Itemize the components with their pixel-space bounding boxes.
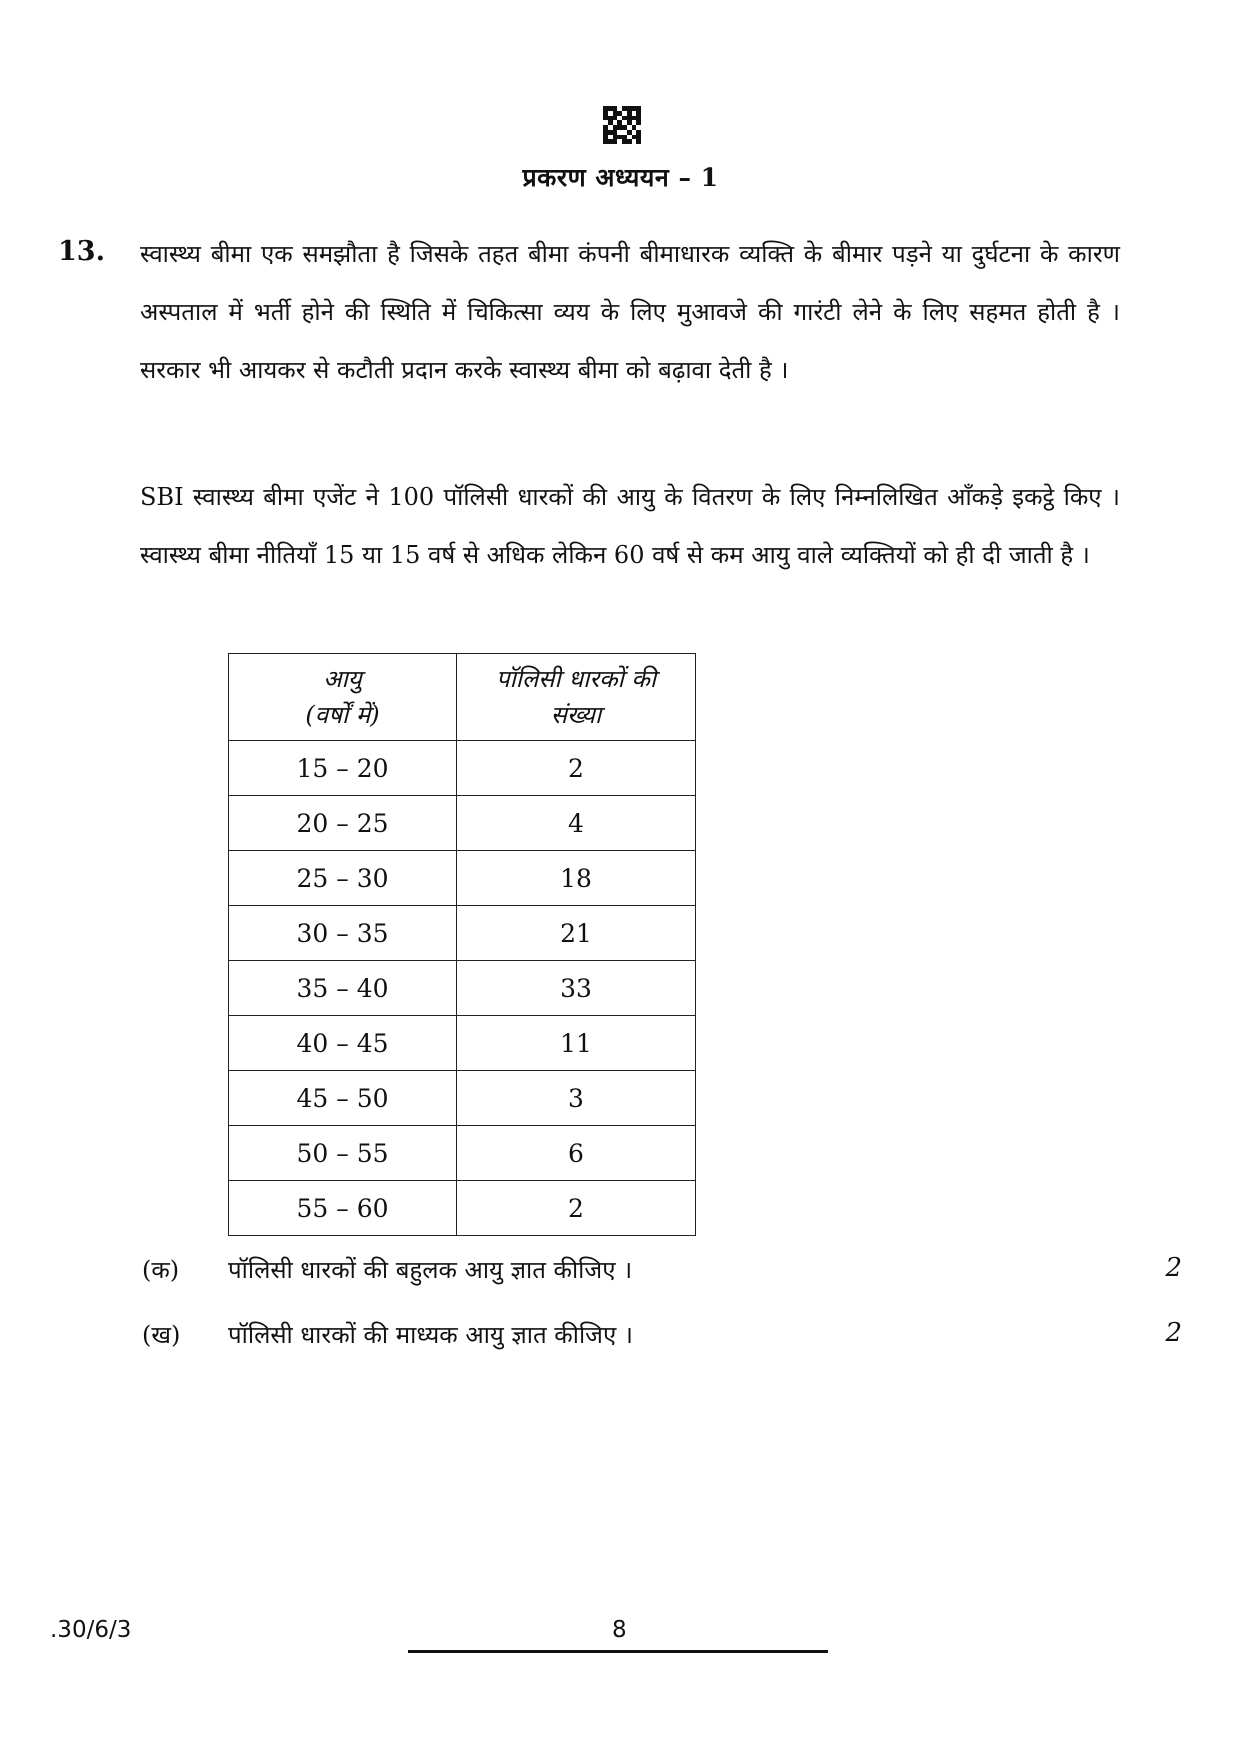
- subquestion-text: पॉलिसी धारकों की माध्यक आयु ज्ञात कीजिए ।: [228, 1321, 633, 1349]
- age-cell: 25 – 30: [229, 851, 457, 906]
- table-row: [229, 1126, 696, 1181]
- count-cell: 6: [457, 1126, 696, 1181]
- table-header-row: [229, 654, 696, 741]
- count-cell: 11: [457, 1016, 696, 1071]
- question-number: 13.: [58, 236, 105, 267]
- age-cell: 30 – 35: [229, 906, 457, 961]
- age-cell: 20 – 25: [229, 796, 457, 851]
- count-cell: 2: [457, 741, 696, 796]
- subquestion-marks: 2: [1165, 1253, 1182, 1283]
- subquestion-marks: 2: [1165, 1318, 1182, 1348]
- table-row: [229, 1181, 696, 1236]
- table-row: [229, 851, 696, 906]
- count-cell: 21: [457, 906, 696, 961]
- subquestion-label: (ख): [142, 1321, 181, 1349]
- age-cell: 50 – 55: [229, 1126, 457, 1181]
- count-cell: 3: [457, 1071, 696, 1126]
- age-cell: 35 – 40: [229, 961, 457, 1016]
- age-column-header: आयु (वर्षों में): [229, 654, 457, 741]
- subquestion-a: [142, 1253, 1182, 1293]
- section-heading: प्रकरण अध्ययन – 1: [522, 163, 719, 192]
- subquestion-label: (क): [142, 1256, 180, 1284]
- table-row: [229, 961, 696, 1016]
- count-cell: 18: [457, 851, 696, 906]
- case-study-paragraph-1: स्वास्थ्य बीमा एक समझौता है जिसके तहत बीमा कंपनी बीमाधारक व्यक्ति के बीमार पड़ने या दुर्घटना के कारण अस्पताल में भर्ती होने की स्थिति में चिकित्सा व्यय के लिए मुआवजे की गारंटी लेने के लिए सहमत होती है । सरकार भी आयकर से कटौती प्रदान करके स्वास्थ्य बीमा को बढ़ावा देती है ।: [140, 240, 1120, 384]
- subquestion-text: पॉलिसी धारकों की बहुलक आयु ज्ञात कीजिए ।: [228, 1256, 633, 1284]
- age-cell: 55 – 60: [229, 1181, 457, 1236]
- subquestion-b: [142, 1318, 1182, 1358]
- footer-divider: [408, 1650, 828, 1653]
- age-cell: 40 – 45: [229, 1016, 457, 1071]
- count-cell: 33: [457, 961, 696, 1016]
- age-cell: 15 – 20: [229, 741, 457, 796]
- age-cell: 45 – 50: [229, 1071, 457, 1126]
- page-number: 8: [612, 1617, 627, 1643]
- age-distribution-table: [228, 653, 696, 1236]
- table-row: [229, 741, 696, 796]
- table-row: [229, 1071, 696, 1126]
- count-cell: 4: [457, 796, 696, 851]
- table-row: [229, 796, 696, 851]
- qr-code-icon: [603, 106, 641, 144]
- case-study-paragraph-2: SBI स्वास्थ्य बीमा एजेंट ने 100 पॉलिसी धारकों की आयु के वितरण के लिए निम्नलिखित आँकड़े इकट्ठे किए । स्वास्थ्य बीमा नीतियाँ 15 या 15 वर्ष से अधिक लेकिन 60 वर्ष से कम आयु वाले व्यक्तियों को ही दी जाती है ।: [140, 483, 1120, 569]
- count-column-header: पॉलिसी धारकों की संख्या: [457, 654, 696, 741]
- count-cell: 2: [457, 1181, 696, 1236]
- paper-code: .30/6/3: [50, 1617, 132, 1643]
- table-row: [229, 906, 696, 961]
- table-row: [229, 1016, 696, 1071]
